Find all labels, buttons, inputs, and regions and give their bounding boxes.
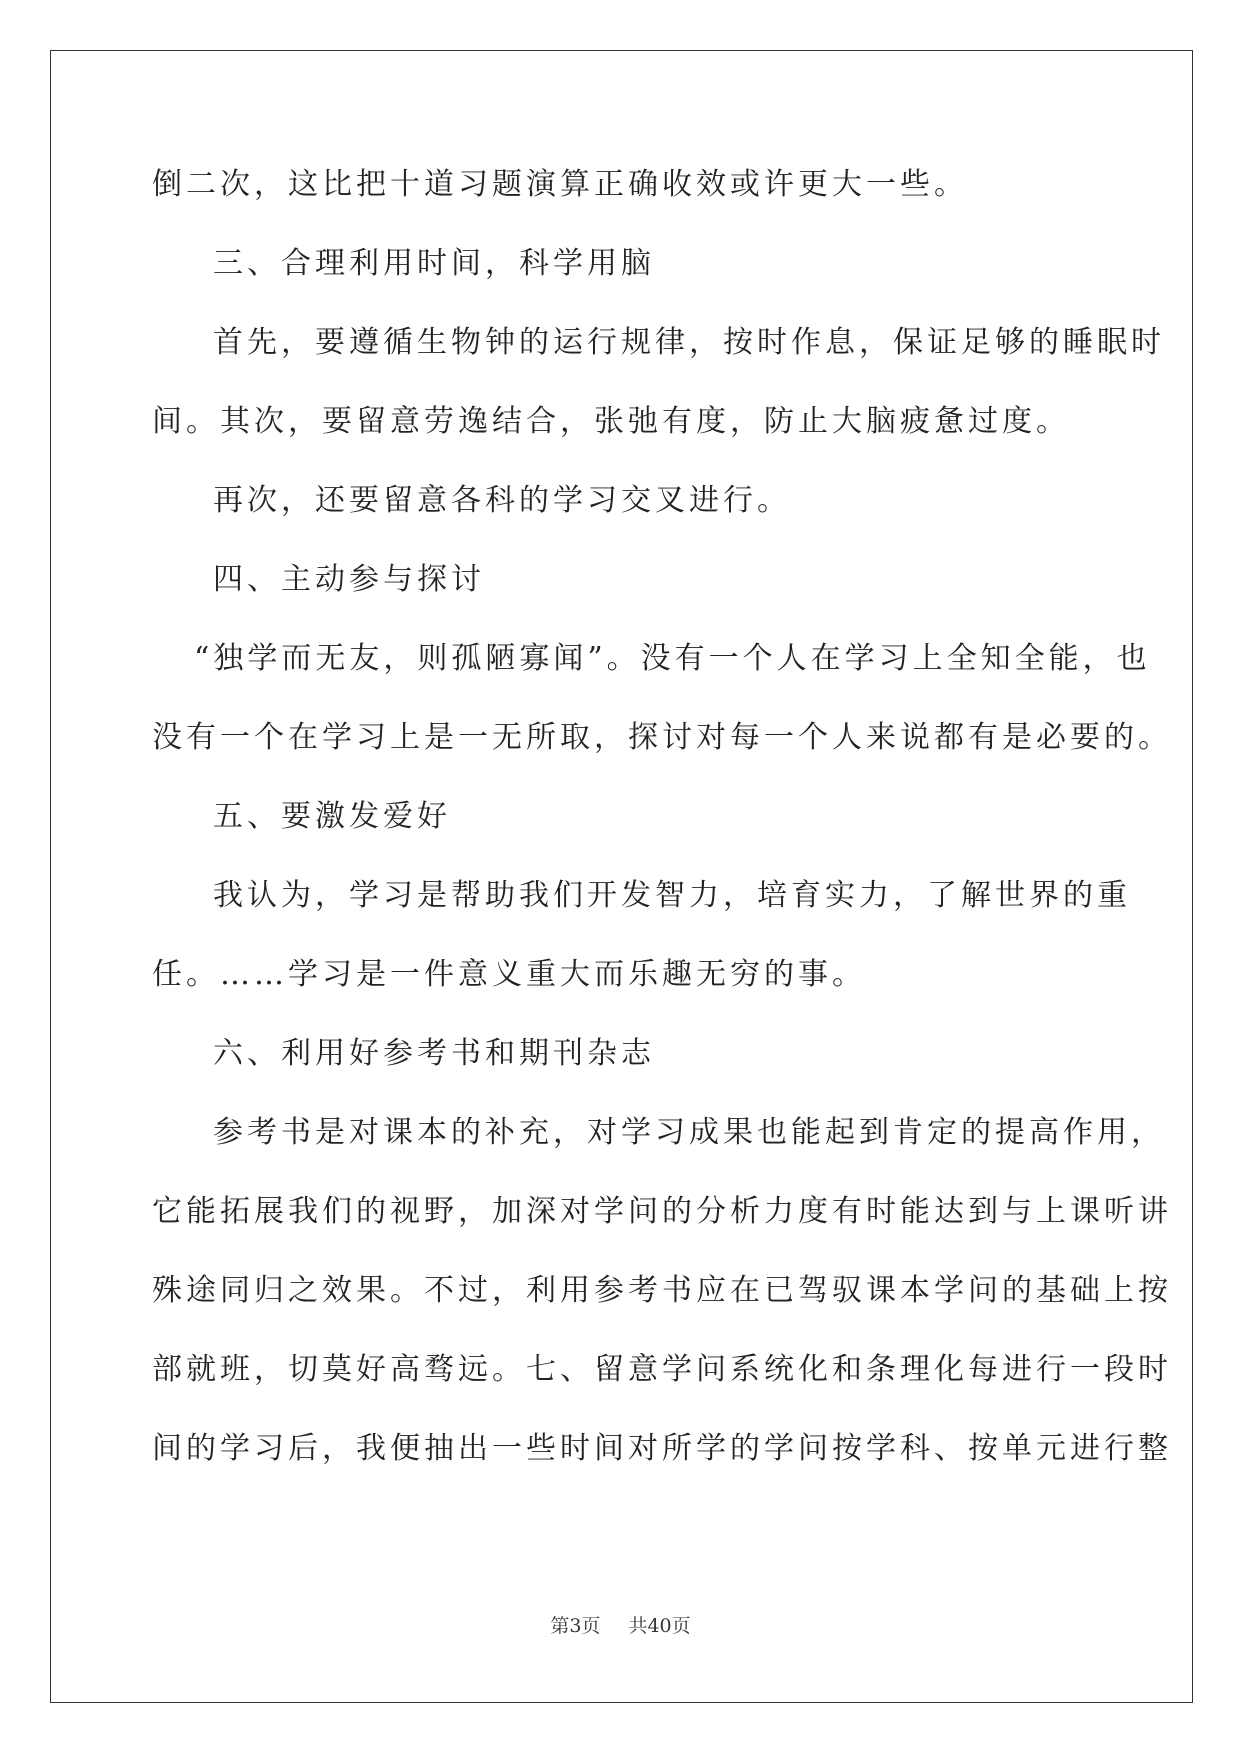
page-number: 第3页: [550, 1615, 601, 1637]
paragraph-line: 倒二次，这比把十道习题演算正确收效或许更大一些。: [152, 167, 968, 202]
paragraph-line: 间。其次，要留意劳逸结合，张弛有度，防止大脑疲惫过度。: [152, 404, 1070, 439]
section-heading: 五、要激发爱好: [213, 799, 451, 834]
section-heading: 三、合理利用时间，科学用脑: [213, 246, 655, 281]
page-footer: [0, 1614, 1241, 1638]
paragraph-line: 任。……学习是一件意义重大而乐趣无穷的事。: [152, 957, 866, 992]
paragraph-line: 间的学习后，我便抽出一些时间对所学的学问按学科、按单元进行整: [152, 1431, 1172, 1466]
section-heading: 六、利用好参考书和期刊杂志: [213, 1036, 655, 1071]
document-body: [152, 165, 1172, 1508]
paragraph-line: 首先，要遵循生物钟的运行规律，按时作息，保证足够的睡眠时: [213, 325, 1165, 360]
page-total: 共40页: [628, 1615, 691, 1637]
paragraph-line: “独学而无友，则孤陋寡闻”。没有一个人在学习上全知全能，也: [194, 641, 1151, 676]
paragraph-line: 它能拓展我们的视野，加深对学问的分析力度有时能达到与上课听讲: [152, 1194, 1172, 1229]
paragraph-line: 部就班，切莫好高骛远。七、留意学问系统化和条理化每进行一段时: [152, 1352, 1172, 1387]
paragraph-line: 再次，还要留意各科的学习交叉进行。: [213, 483, 791, 518]
paragraph-line: 殊途同归之效果。不过，利用参考书应在已驾驭课本学问的基础上按: [152, 1273, 1172, 1308]
section-heading: 四、主动参与探讨: [213, 562, 485, 597]
paragraph-line: 参考书是对课本的补充，对学习成果也能起到肯定的提高作用，: [213, 1115, 1165, 1150]
paragraph-line: 我认为，学习是帮助我们开发智力，培育实力，了解世界的重: [213, 878, 1131, 913]
paragraph-line: 没有一个在学习上是一无所取，探讨对每一个人来说都有是必要的。: [152, 720, 1172, 755]
